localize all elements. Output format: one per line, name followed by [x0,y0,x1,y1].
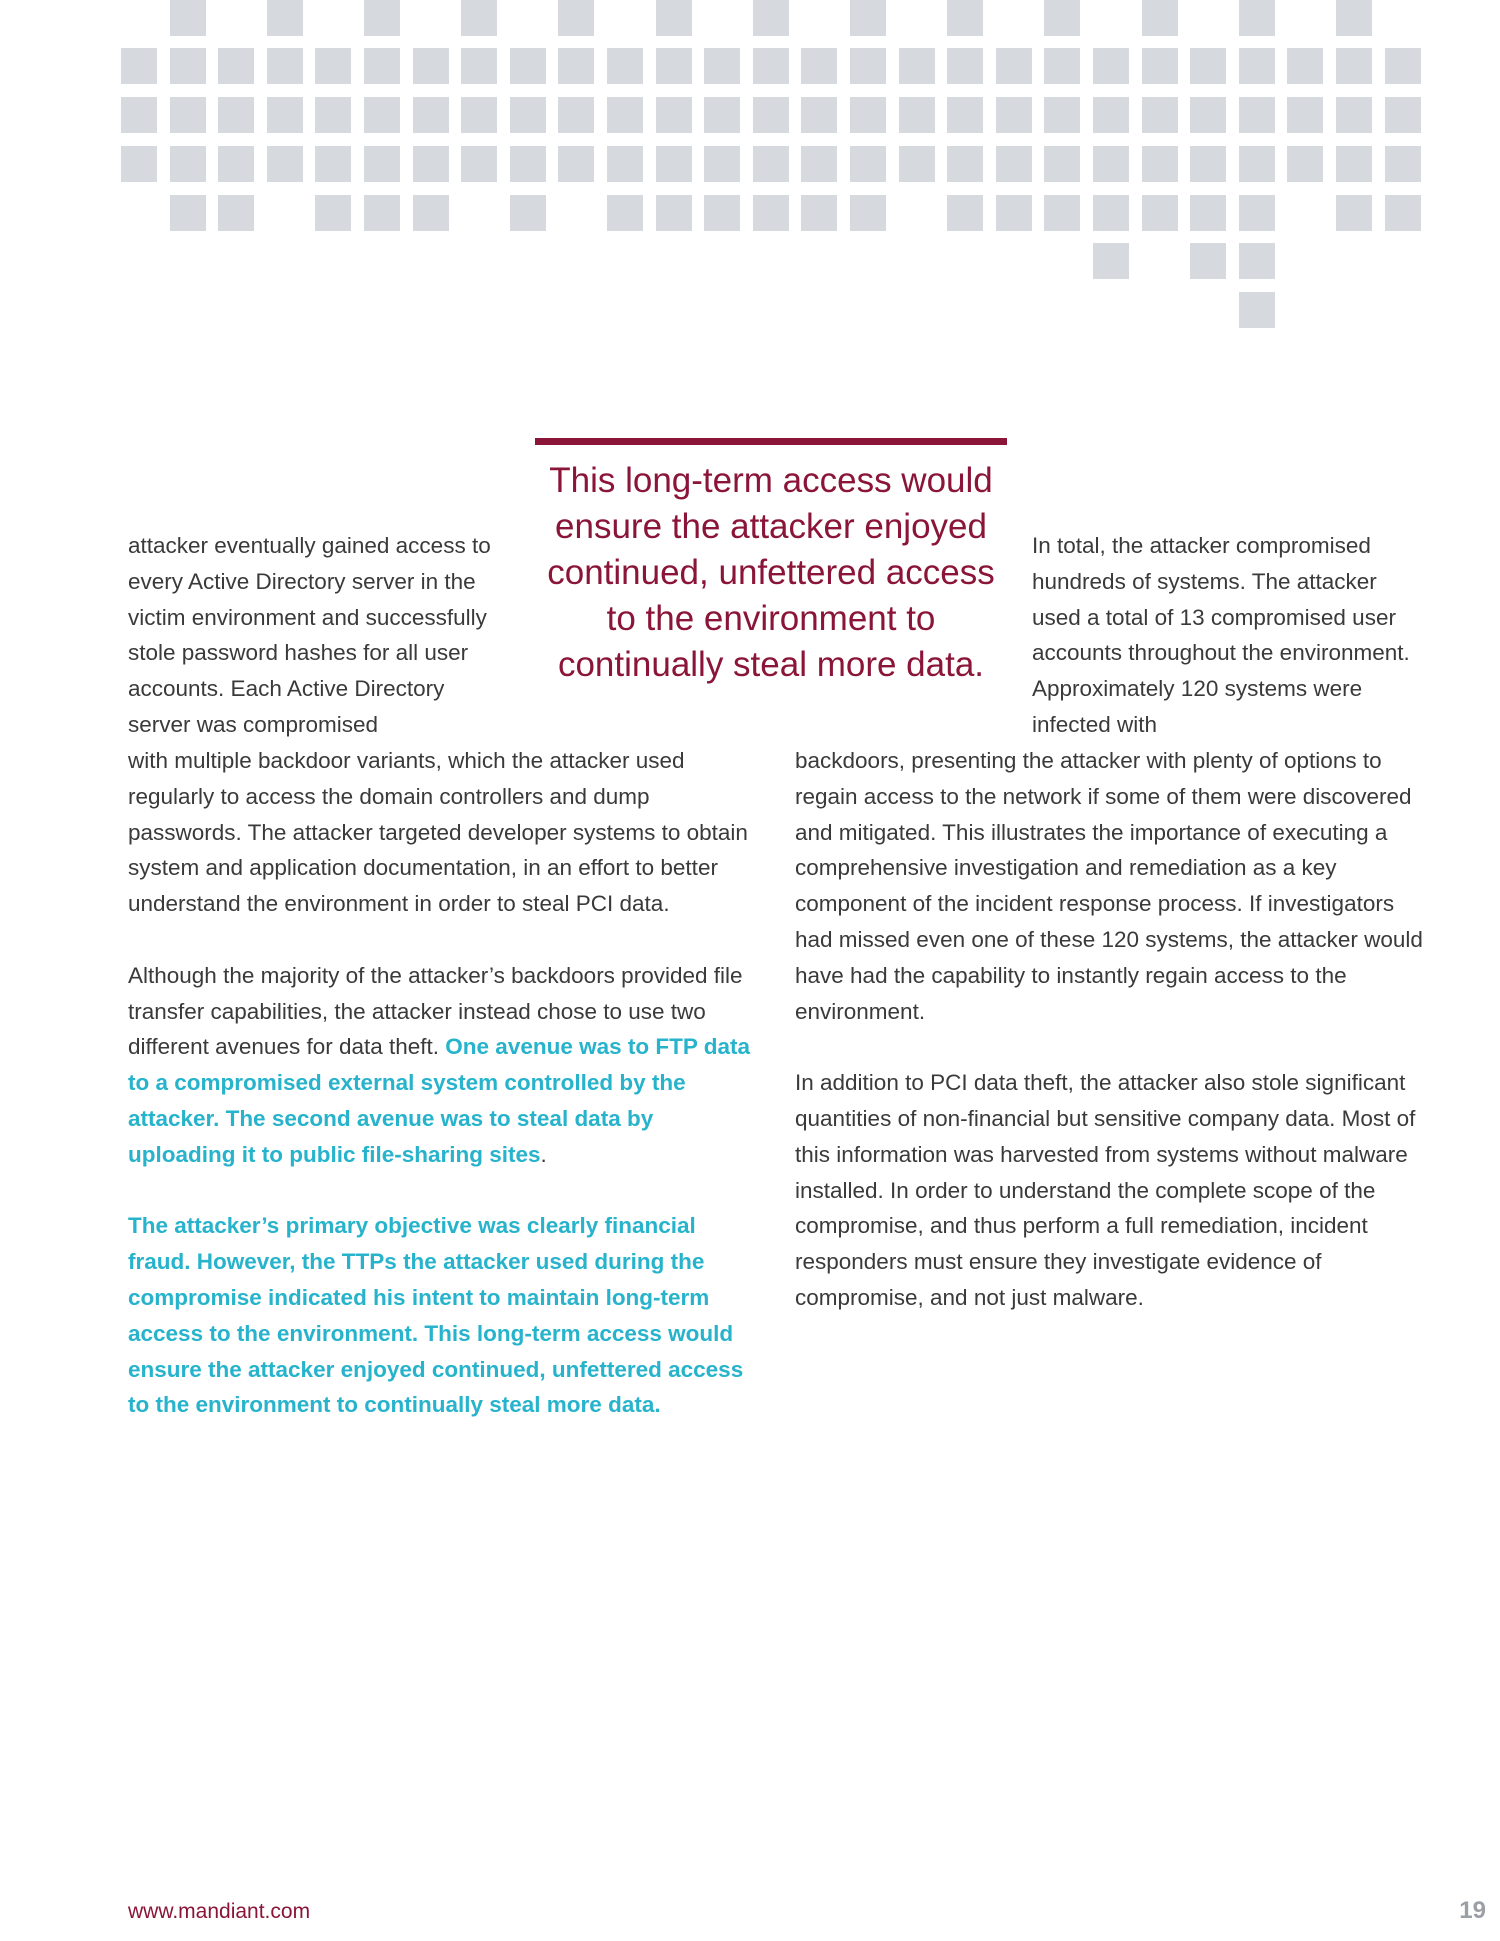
grid-square [1385,195,1421,231]
grid-square [1093,146,1129,182]
grid-square [996,146,1032,182]
grid-square [267,48,303,84]
grid-square [1142,0,1178,36]
grid-square [899,97,935,133]
grid-square [899,146,935,182]
grid-square [170,0,206,36]
grid-square [1190,146,1226,182]
grid-square [1239,292,1275,328]
grid-square [1336,97,1372,133]
grid-square [315,146,351,182]
grid-square [996,48,1032,84]
grid-square [461,97,497,133]
paragraph-2-highlight: One avenue was to FTP data to a compromised external system controlled by the attacker. The second avenue was to steal data by uploading it to public file-sharing sites [128,1034,750,1167]
grid-square [1093,195,1129,231]
grid-square [850,97,886,133]
grid-square [315,97,351,133]
column-2-intro [1032,528,1412,743]
grid-square [1336,195,1372,231]
grid-square [947,0,983,36]
grid-square [1142,97,1178,133]
footer-url: www.mandiant.com [128,1900,311,1923]
grid-square [218,48,254,84]
grid-square [413,97,449,133]
grid-square [364,97,400,133]
grid-square [461,0,497,36]
grid-square [1044,195,1080,231]
grid-square [801,97,837,133]
paragraph-2-end: . [540,1141,547,1167]
grid-square [364,146,400,182]
grid-square [1287,48,1323,84]
grid-square [558,48,594,84]
grid-square [461,146,497,182]
grid-square [558,146,594,182]
grid-square [1287,146,1323,182]
grid-square [413,195,449,231]
grid-square [1239,243,1275,279]
column-1-body [128,743,758,1423]
grid-square [315,195,351,231]
grid-square [704,195,740,231]
column-2-paragraph-2: In addition to PCI data theft, the attacker also stole significant quantities of non-financial but sensitive company data. Most of this information was harvested from systems without malware installed. In order to understand the complete scope of the compromise, and thus perform a full remediation, incident responders must ensure they investigate evidence of compromise, and not just malware. [795,1070,1416,1310]
grid-square [267,0,303,36]
column-1-paragraph-2 [128,958,758,1173]
grid-square [1190,195,1226,231]
grid-square [170,97,206,133]
grid-square [461,48,497,84]
grid-square [850,0,886,36]
grid-square [801,195,837,231]
grid-square [704,97,740,133]
grid-square [899,48,935,84]
grid-square [607,146,643,182]
column-1-intro-continued: with multiple backdoor variants, which the attacker used regularly to access the domain controllers and dump passwords. The attacker targeted developer systems to obtain system and application documentation, in an effort to better understand the environment in order to steal PCI data. [128,748,748,917]
grid-square [1336,146,1372,182]
grid-square [218,146,254,182]
grid-square [267,146,303,182]
grid-square [170,48,206,84]
grid-square [704,146,740,182]
grid-square [315,48,351,84]
grid-square [364,195,400,231]
grid-square [1142,146,1178,182]
grid-square [1093,48,1129,84]
grid-square [1142,48,1178,84]
grid-square [558,0,594,36]
grid-square [1239,48,1275,84]
grid-square [1190,243,1226,279]
grid-square [607,97,643,133]
grid-square [850,195,886,231]
grid-square [753,97,789,133]
grid-square [656,0,692,36]
grid-square [510,146,546,182]
paragraph-2-text: Although the majority of the attacker’s backdoors provided file transfer capabilities, the attacker instead chose to use two different avenues for data theft. [128,962,743,1060]
grid-square [413,146,449,182]
pull-quote-rule [535,438,1007,445]
grid-square [1044,146,1080,182]
grid-square [1336,48,1372,84]
grid-square [558,97,594,133]
page-number: 19 [1459,1897,1486,1924]
grid-square [364,48,400,84]
grid-square [801,48,837,84]
grid-square [656,97,692,133]
column-1-intro-text: attacker eventually gained access to every Active Directory server in the victim environment and successfully stole password hashes for all user accounts. Each Active Directory server was compromised [128,533,491,737]
grid-square [1093,97,1129,133]
grid-square [947,146,983,182]
column-1-paragraph-3-highlight: The attacker’s primary objective was clearly financial fraud. However, the TTPs the attacker used during the compromise indicated his intent to maintain long-term access to the environment. This long-term access would ensure the attacker enjoyed continued, unfettered access to the environment to continually steal more data. [128,1213,744,1418]
grid-square [753,0,789,36]
grid-square [1239,0,1275,36]
grid-square [1239,146,1275,182]
grid-square [1190,48,1226,84]
column-2-body [795,743,1425,1316]
grid-square [170,195,206,231]
grid-square [753,48,789,84]
column-2-intro-text: In total, the attacker compromised hundreds of systems. The attacker used a total of 13 compromised user accounts throughout the environment. Approximately 120 systems were infected with [1032,533,1410,737]
grid-square [850,48,886,84]
grid-square [121,48,157,84]
grid-square [1385,97,1421,133]
grid-square [1044,48,1080,84]
pull-quote: This long-term access would ensure the attacker enjoyed continued, unfettered access to the environment to continually steal more data. [547,461,995,684]
grid-square [996,195,1032,231]
grid-square [121,97,157,133]
grid-square [267,97,303,133]
grid-square [170,146,206,182]
grid-square [510,195,546,231]
grid-square [996,97,1032,133]
decorative-square-grid [0,0,1500,340]
grid-square [413,48,449,84]
grid-square [1336,0,1372,36]
grid-square [753,195,789,231]
grid-square [947,97,983,133]
grid-square [218,97,254,133]
grid-square [656,195,692,231]
grid-square [1385,146,1421,182]
grid-square [607,195,643,231]
grid-square [1385,48,1421,84]
grid-square [1287,97,1323,133]
grid-square [1239,97,1275,133]
grid-square [656,48,692,84]
grid-square [218,195,254,231]
grid-square [1093,243,1129,279]
grid-square [607,48,643,84]
grid-square [1044,97,1080,133]
grid-square [364,0,400,36]
grid-square [801,146,837,182]
grid-square [947,195,983,231]
grid-square [510,48,546,84]
grid-square [656,146,692,182]
grid-square [753,146,789,182]
grid-square [1142,195,1178,231]
grid-square [1190,97,1226,133]
grid-square [850,146,886,182]
column-2-intro-continued: backdoors, presenting the attacker with plenty of options to regain access to the network if some of them were discovered and mitigated. This illustrates the importance of executing a comprehensive investigation and remediation as a key component of the incident response process. If investigators had missed even one of these 120 systems, the attacker would have had the capability to instantly regain access to the environment. [795,748,1423,1024]
grid-square [510,97,546,133]
grid-square [121,146,157,182]
grid-square [704,48,740,84]
grid-square [947,48,983,84]
grid-square [1239,195,1275,231]
grid-square [1044,0,1080,36]
column-1-intro [128,528,508,743]
